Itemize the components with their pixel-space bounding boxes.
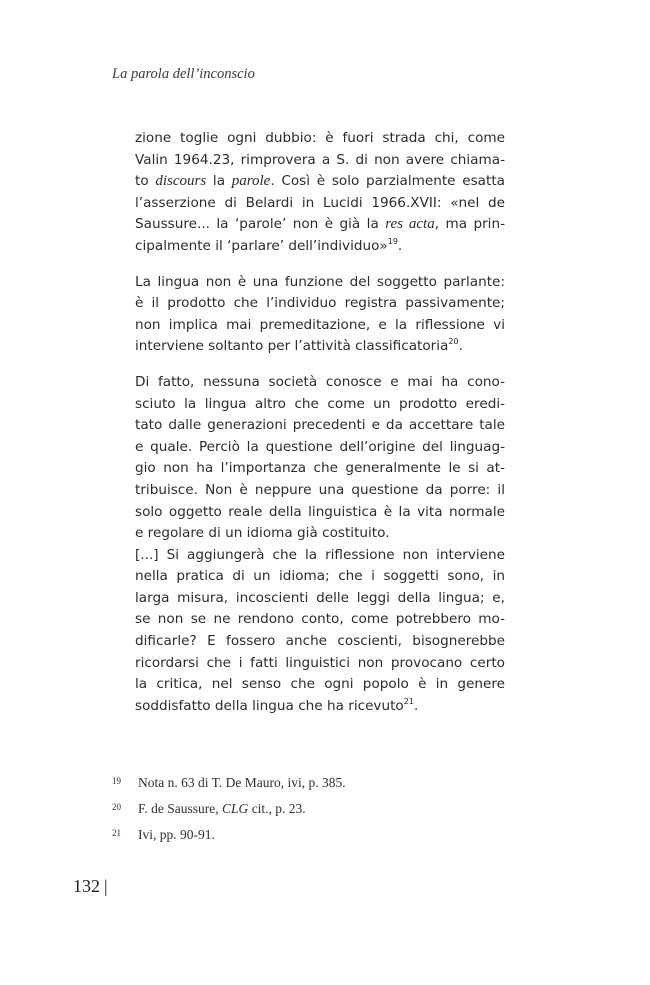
text-line: gio non ha l’importanza che generalmente le si at- [135,460,505,477]
page-number-value: 132 [73,876,100,896]
text-line: l’asserzione di Belardi in Lucidi 1966.XVII: «nel de [135,194,505,211]
text-line: è il prodotto che l’individuo registra passivamente; [135,295,505,312]
text-line: zione toglie ogni dubbio: è fuori strada chi, come [135,130,505,146]
text-line: solo oggetto reale della linguistica è la vita normale [135,503,505,520]
text-line: cipalmente il ‘parlare’ dell’individuo»$^{19}$. [135,236,403,254]
footnote-text: Nota n. 63 di T. De Mauro, ivi, p. 385. [138,775,346,790]
footnote-ref: 20 [448,337,459,347]
footnote-number: 20 [112,802,121,812]
text-line: ricordarsi che i fatti linguistici non provocano certo [135,654,505,671]
text-line: e quale. Perciò la questione dell’origine del linguag- [135,438,505,455]
body-text [135,128,505,731]
italic-text: res acta [385,216,435,233]
footnote-ref: 21 [403,696,414,706]
text-line: nella pratica di un idioma; che i soggetti sono, in [135,568,505,585]
page-number-separator: | [104,876,108,896]
footnote [112,796,512,822]
running-header: La parola dell’inconscio [112,66,255,82]
text-line: Saussure... la ‘parole’ non è già la res acta, ma prin- [135,216,505,233]
italic-text: CLG [222,801,249,816]
footnote-text: Ivi, pp. 90-91. [138,827,215,842]
italic-text: parole [231,173,271,190]
text-line: Valin 1964.23, rimprovera a S. di non avere chiama- [135,151,505,168]
paragraph [135,372,505,545]
footnotes [112,770,512,848]
footnote [112,822,512,848]
text-line: La lingua non è una funzione del soggetto parlante: [135,273,505,290]
italic-text: discours [155,173,207,190]
text-line: [...] Si aggiungerà che la riflessione non interviene [135,546,505,563]
text-line: Di fatto, nessuna società conosce e mai ha cono- [135,373,505,390]
text-line: e regolare di un idioma già costituito. [135,525,390,542]
text-line: soddisfatto della lingua che ha ricevuto$^{21}$. [135,696,419,714]
text-line: la critica, nel senso che ogni popolo è in genere [135,676,505,693]
page-number [73,876,108,897]
text-line: non implica mai premeditazione, e la riflessione vi [135,316,505,333]
paragraph [135,545,505,718]
paragraph [135,272,505,358]
text-line: sciuto la lingua altro che come un prodotto eredi- [135,395,505,412]
footnote-text: F. de Saussure, CLG cit., p. 23. [138,801,306,816]
footnote-number: 21 [112,828,121,838]
footnote-ref: 19 [387,236,398,246]
footnote-number: 19 [112,776,121,786]
text-line: tribuisce. Non è neppure una questione da porre: il [135,481,505,498]
text-line: se non se ne rendono conto, come potrebbero mo- [135,611,505,628]
paragraph [135,128,505,258]
text-line: larga misura, incoscienti delle leggi della lingua; e, [135,589,505,606]
footnote [112,770,512,796]
text-line: tato dalle generazioni precedenti e da accettare tale [135,417,505,434]
text-line: interviene soltanto per l’attività classificatoria$^{20}$. [135,337,463,355]
text-line: to discours la parole. Così è solo parzialmente esatta [135,173,505,190]
text-line: dificarle? E fossero anche coscienti, bisognerebbe [135,633,505,650]
